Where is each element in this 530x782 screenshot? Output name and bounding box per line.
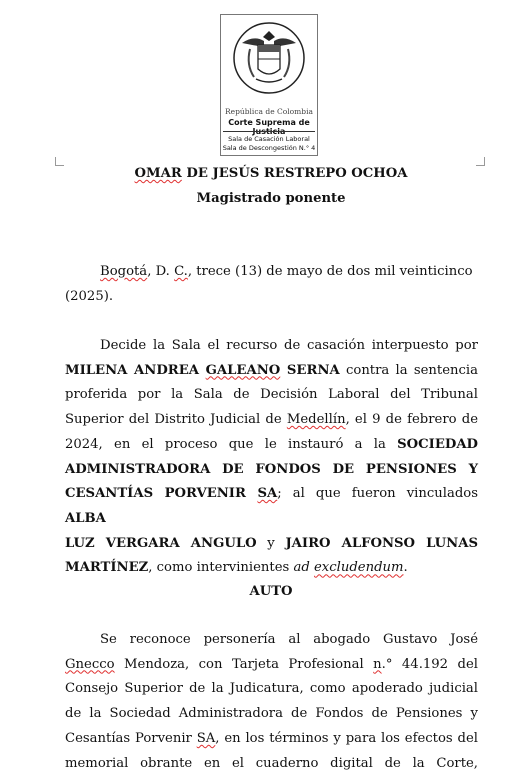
magistrate-name: OMAR DE JESÚS RESTREPO OCHOA [134,166,408,181]
decision-paragraph: Decide la Sala el recurso de casación interpuesto por MILENA ANDREA GALEANO SERNA contra la sentencia proferida por la Sala de Decisión Laboral del Tribunal Superior del Distrito Judicial de Medellín, el 9 de febrero de 2024, en el proceso que le instauró a la SOCIEDAD ADMINISTRADORA DE FONDOS DE PENSIONES Y CESANTÍAS PORVENIR SA; al que fueron vinculados ALBA LUZ VERGARA ANGULO y JAIRO ALFONSO LUNAS MARTÍNEZ, como intervinientes ad excludendum. [65,338,479,576]
margin-corner-right [476,157,485,166]
seal-divider [223,131,315,132]
seal-chamber: Sala de Casación Laboral [228,135,310,143]
seal-subchamber: Sala de Descongestión N.° 4 [222,144,316,152]
auto-paragraph: Se reconoce personería al abogado Gustavo José Gnecco Mendoza, con Tarjeta Profesional n.° 44.192 del Consejo Superior de la Judicatura, como apoderado judicial de la Sociedad Administradora de Fondos de Pensiones y Cesantías Porvenir SA, en los términos y para los efectos del memorial obrante en el cuaderno digital de la Corte, [65,632,478,771]
seal-court-name: Corte Suprema de Justicia [228,118,310,136]
magistrate-role: Magistrado ponente [196,191,346,206]
date-paragraph: Bogotá, D. C., trece (13) de mayo de dos mil veinticinco (2025). [65,264,473,304]
section-title: AUTO [249,584,293,599]
seal-country: República de Colombia [225,107,313,116]
coat-of-arms-icon [230,19,308,97]
court-seal [220,14,318,156]
margin-corner-left [55,157,64,166]
